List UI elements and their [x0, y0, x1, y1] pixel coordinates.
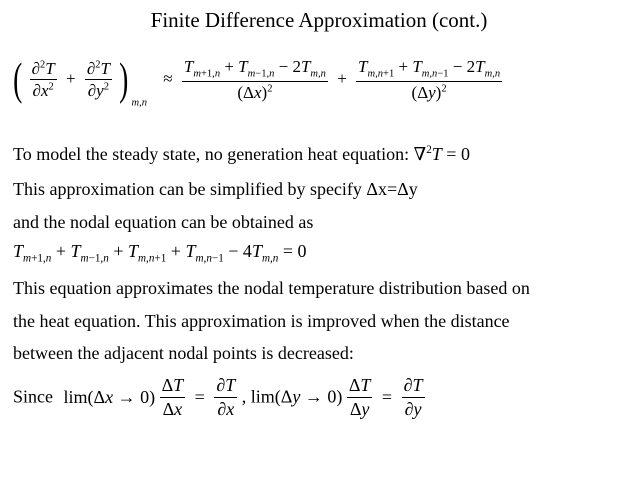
approx-line-2: the heat equation. This approximation is improved when the distance	[13, 311, 510, 331]
finite-difference-equation: ( $\frac{\partial^2T}{\partial x^2}$ + $\frac{\partial^2T}{\partial y^2}$ ) $_{m,n}$ ≈ $\frac{T_{m+1,n} + T_{m-1,n} - 2T_{m,n}}{(\Delta x)^2}$ + $\frac{T_{m,n+1} + T_{m,n-1} - 2T_{m,n}}{(\Delta y)^2}$	[13, 53, 501, 109]
steady-state-line: To model the steady state, no generation heat equation: ∇$^2$T = 0	[13, 144, 470, 164]
laplace-equation: ∇$^2$T = 0	[413, 144, 470, 164]
slide-title: Finite Difference Approximation (cont.)	[150, 8, 488, 32]
limit-equation: Since lim(Δx → 0) $\frac{\Delta T}{\Delta x}$ = $\frac{\partial T}{\partial x}$ , lim(Δy → 0) $\frac{\Delta T}{\Delta y}$ = $\frac{\partial T}{\partial y}$	[13, 375, 423, 419]
approx-line-1: This equation approximates the nodal temperature distribution based on	[13, 278, 530, 298]
nodal-equation: $T_{m+1,n} + T_{m-1,n} + T_{m,n+1} + T_{m,n-1} - 4T_{m,n} = 0$	[13, 241, 307, 265]
approx-line-3: between the adjacent nodal points is decreased:	[13, 343, 354, 363]
simplified-line: This approximation can be simplified by specify Δx=Δy	[13, 179, 418, 199]
nodal-line: and the nodal equation can be obtained as	[13, 212, 314, 232]
